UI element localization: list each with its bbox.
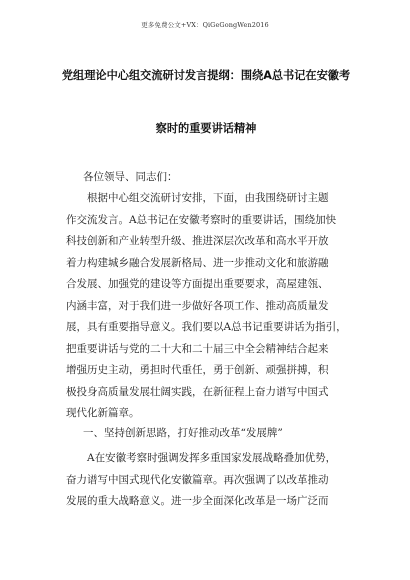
salutation: 各位领导、同志们：	[83, 171, 178, 183]
paragraph-line: A在安徽考察时强调发挥多重国家发展战略叠加优势，	[87, 452, 337, 464]
paragraph-line: 极投身高质量发展壮阔实践，在新征程上奋力谱写中国式	[66, 385, 329, 398]
document-title-line-1: 党组理论中心组交流研讨发言提纲：围绕A总书记在安徽考	[61, 69, 351, 82]
paragraph-line: 根据中心组交流研讨安排，下面，由我围绕研讨主题	[87, 192, 329, 204]
paragraph-line: 奋力谱写中国式现代化安徽篇章。再次强调了以改革推动	[66, 473, 329, 486]
paragraph-line: 内涵丰富，对于我们进一步做好各项工作、推动高质量发	[66, 299, 329, 312]
paragraph-2	[66, 448, 350, 513]
page-header: 更多免费公文+VX：QiGeGongWen2016	[141, 21, 269, 29]
paragraph-line: 着力构建城乡融合发展新格局、进一步推动文化和旅游融	[66, 256, 329, 269]
paragraph-line: 现代化新篇章。	[66, 407, 140, 419]
paragraph-line: 作交流发言。A总书记在安徽考察时的重要讲话，围绕加快	[66, 213, 337, 226]
paragraph-line: 展，具有重要指导意义。我们要以A总书记重要讲话为指引，	[66, 321, 347, 333]
paragraph-line: 发展的重大战略意义。进一步全面深化改革是一场广泛而	[66, 495, 329, 507]
paragraph-line: 把重要讲话与党的二十大和二十届三中全会精神结合起来	[66, 342, 329, 355]
paragraph-line: 合发展、加强党的建设等方面提出重要要求，高屋建瓴、	[66, 278, 329, 290]
document-title-line-2: 察时的重要讲话精神	[155, 122, 257, 135]
section-heading-1: 一、坚持创新思路，打好推动改革“发展牌”	[83, 427, 283, 439]
paragraph-1	[66, 188, 350, 425]
paragraph-line: 科技创新和产业转型升级、推进深层次改革和高水平开放	[66, 235, 329, 247]
paragraph-line: 增强历史主动，勇担时代重任，勇于创新、顽强拼搏，积	[66, 364, 329, 376]
